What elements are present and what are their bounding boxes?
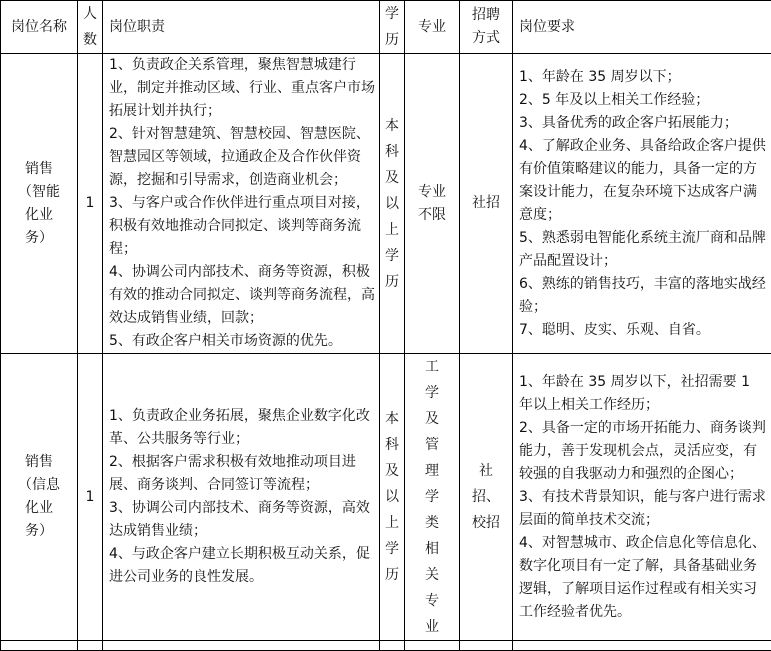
table-row-partial (1, 641, 771, 651)
position-cell: 销售（智能化业务） (1, 54, 78, 354)
major-cell: 专业不限 (405, 54, 460, 354)
header-duties: 岗位职责 (103, 1, 380, 54)
table-row (1, 354, 771, 641)
headcount-cell: 1 (78, 54, 103, 354)
headcount-cell: 1 (78, 354, 103, 641)
position-cell: 销售（信息化业务） (1, 354, 78, 641)
requirements-cell: 1、年龄在 35 周岁以下，社招需要 1 年以上相关工作经历； 2、具备一定的市场开拓能力、商务谈判能力，善于发现机会点，灵活应变，有较强的自我驱动力和强烈的企图心； 3、有技术背景知识，能与客户进行需求层面的简单技术交流； 4、对智慧城市、政企信息化等信息化、数字化项目有一定了解，具备基础业务逻辑，了解项目运作过程或有相关实习工作经验者优先。 (513, 354, 771, 641)
recruit-method-cell: 社招、校招 (460, 354, 513, 641)
header-position: 岗位名称 (1, 1, 78, 54)
education-cell: 本科及以上学历 (380, 354, 405, 641)
major-cell: 工学及管理学类相关专业 (405, 354, 460, 641)
header-education: 学历 (380, 1, 405, 54)
header-row (1, 1, 771, 54)
duties-cell: 1、负责政企业务拓展，聚焦企业数字化改革、公共服务等行业； 2、根据客户需求积极有效地推动项目进展、商务谈判、合同签订等流程； 3、协调公司内部技术、商务等资源，高效达成销售业绩； 4、与政企客户建立长期积极互动关系，促进公司业务的良性发展。 (103, 354, 380, 641)
requirements-cell: 1、年龄在 35 周岁以下； 2、5 年及以上相关工作经验； 3、具备优秀的政企客户拓展能力； 4、了解政企业务、具备给政企客户提供有价值策略建议的能力，具备一定的方案设计能力，在复杂环境下达成客户满意度； 5、熟悉弱电智能化系统主流厂商和品牌产品配置设计； 6、熟练的销售技巧，丰富的落地实战经验； 7、聪明、皮实、乐观、自省。 (513, 54, 771, 354)
education-cell: 本科及以上学历 (380, 54, 405, 354)
header-headcount: 人数 (78, 1, 103, 54)
duties-cell: 1、负责政企关系管理，聚焦智慧城建行业，制定并推动区域、行业、重点客户市场拓展计划并执行； 2、针对智慧建筑、智慧校园、智慧医院、智慧园区等领域，拉通政企及合作伙伴资源，挖掘和引导需求，创造商业机会； 3、与客户或合作伙伴进行重点项目对接，积极有效地推动合同拟定、谈判等商务流程； 4、协调公司内部技术、商务等资源，积极有效的推动合同拟定、谈判等商务流程，高效达成销售业绩，回款； 5、有政企客户相关市场资源的优先。 (103, 54, 380, 354)
recruit-method-cell: 社招 (460, 54, 513, 354)
header-major: 专业 (405, 1, 460, 54)
header-recruit-method: 招聘方式 (460, 1, 513, 54)
header-requirements: 岗位要求 (513, 1, 771, 54)
table-row (1, 54, 771, 354)
